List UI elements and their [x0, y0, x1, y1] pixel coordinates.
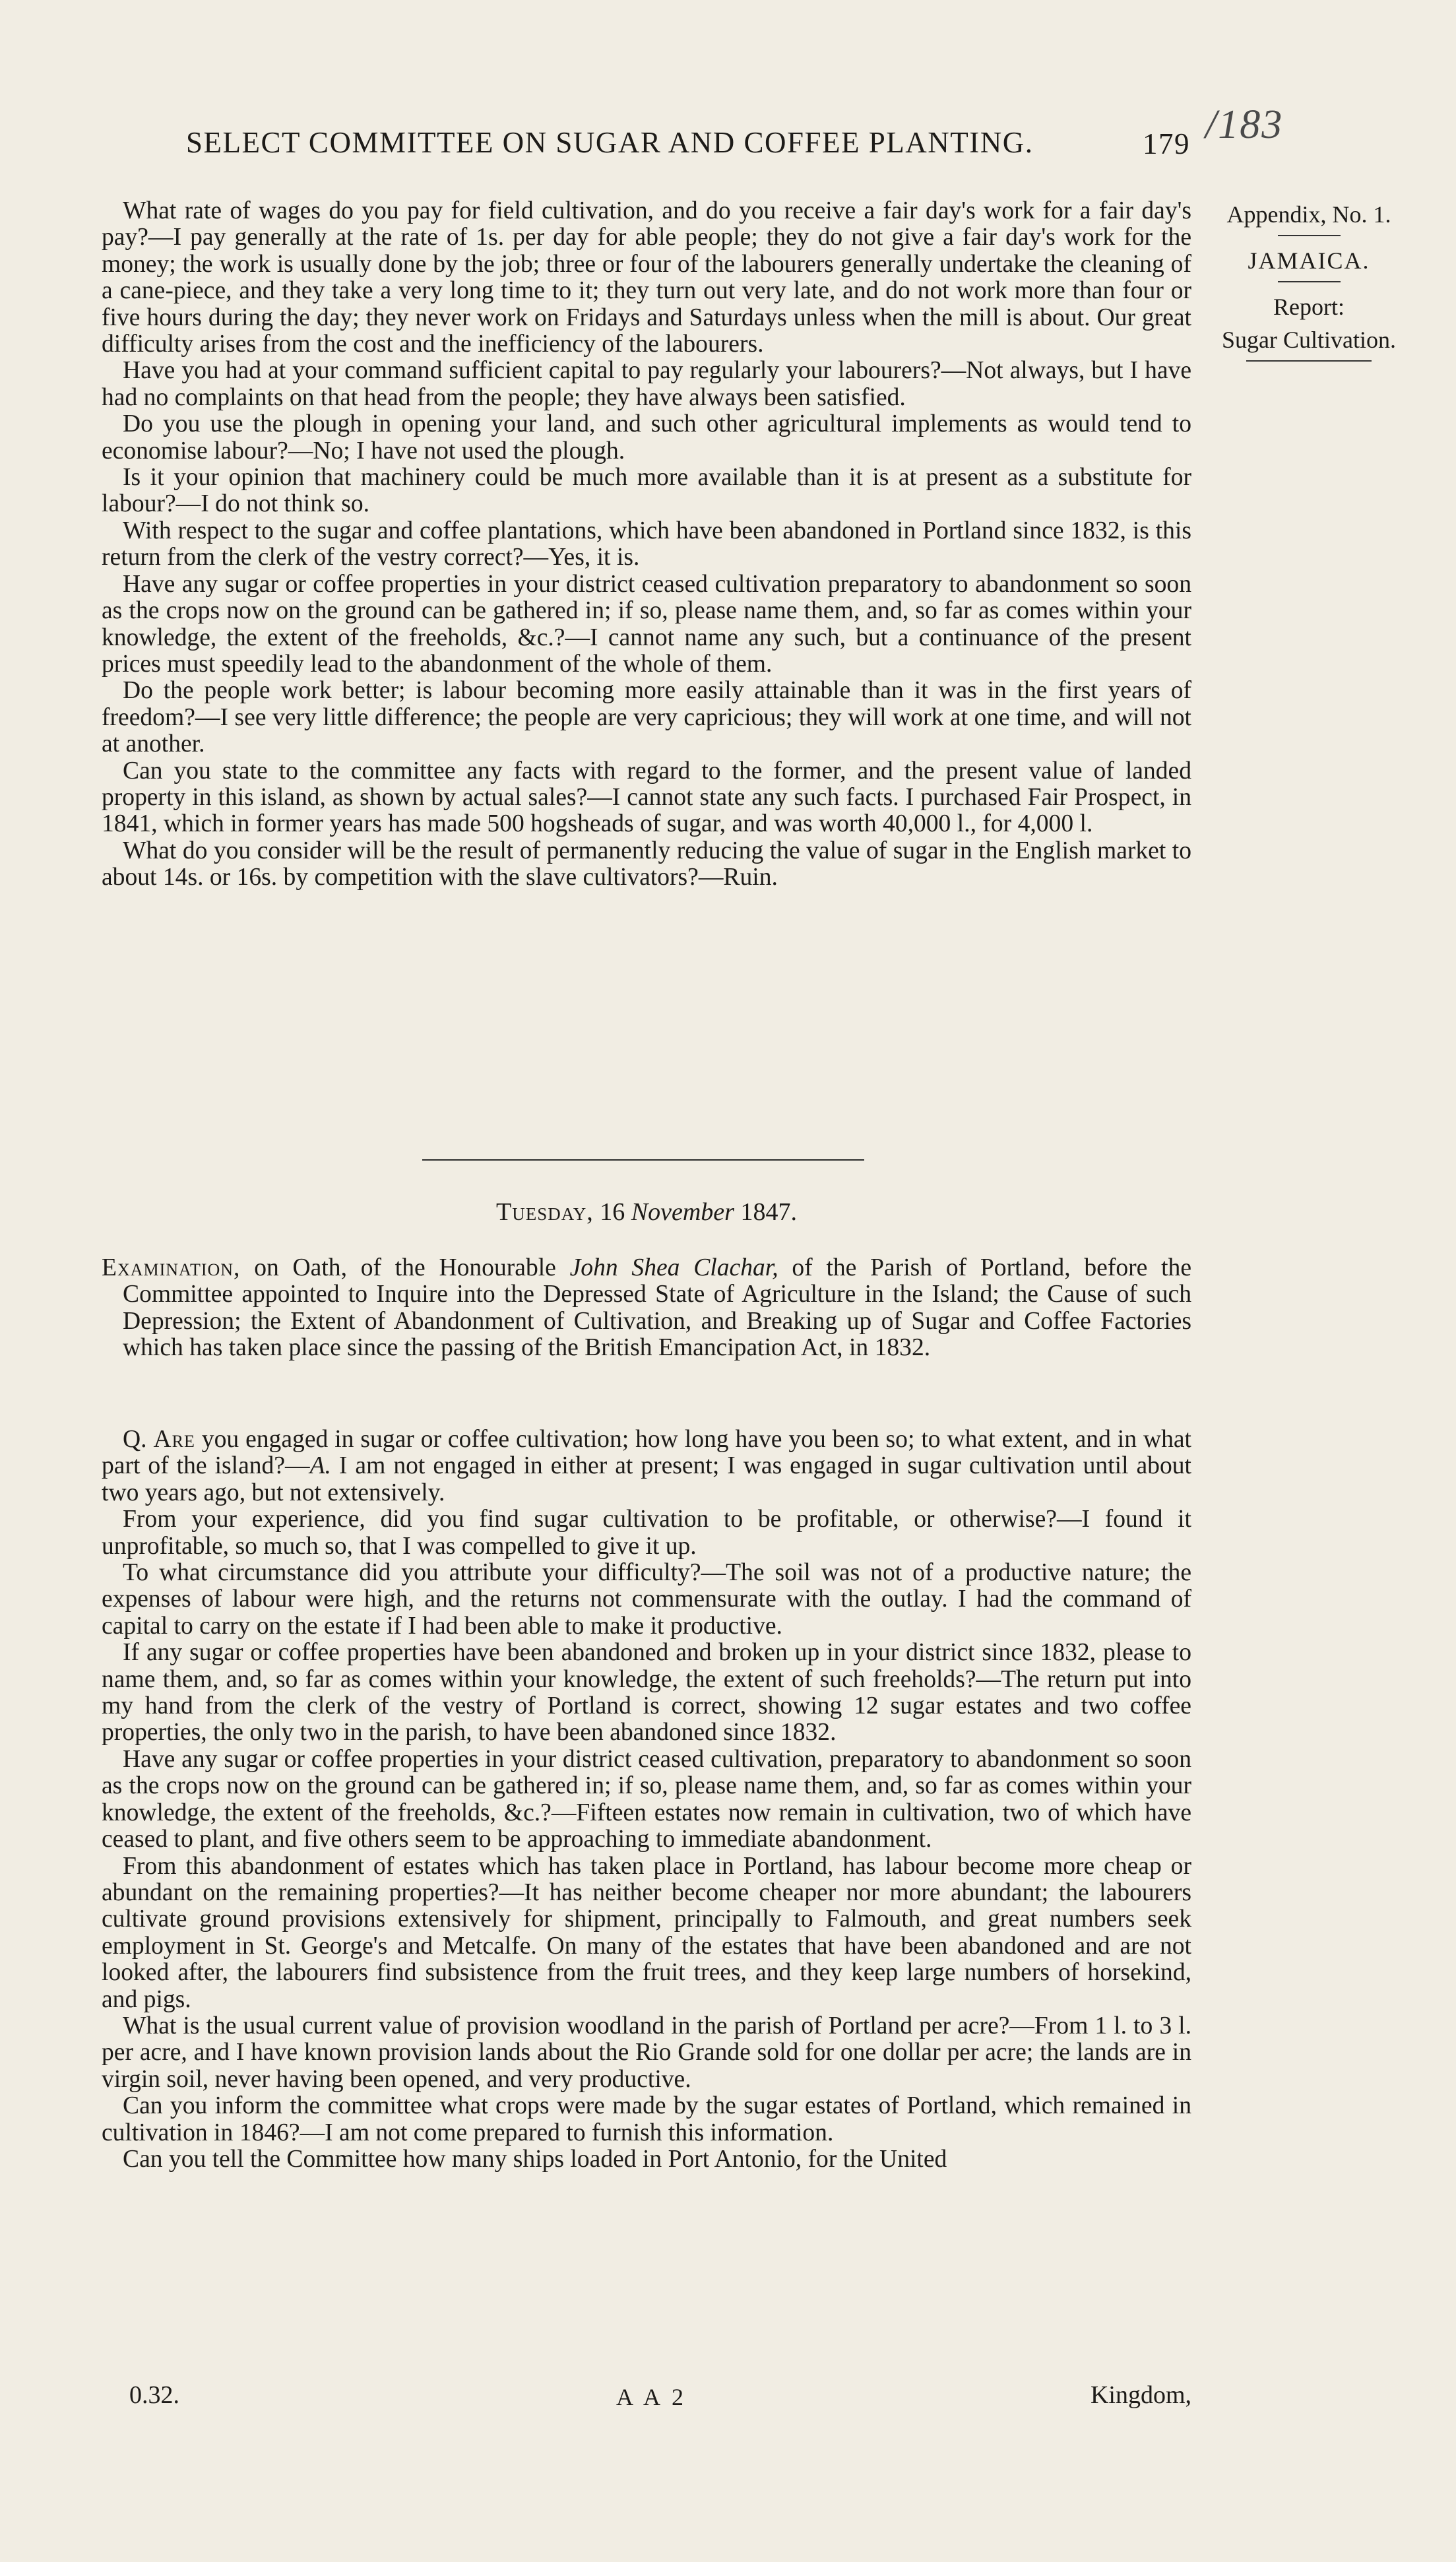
q-first-word: Are — [153, 1426, 195, 1453]
section-divider — [422, 1159, 864, 1161]
date-month: November — [631, 1198, 734, 1226]
examination-paragraph — [102, 1255, 1191, 1362]
witness-name: John Shea Clachar, — [569, 1254, 778, 1281]
margin-appendix: Appendix, No. 1. — [1226, 201, 1391, 228]
paragraph: Have any sugar or coffee properties in your district ceased cultivation preparatory to abandonment so soon as the crops now on the ground can be gathered in; if so, please name them, and, so far as comes within your knowledge, the extent of the freeholds, &c.?—I cannot name any such, but a continuance of the present prices must speedily lead to the abandonment of the whole of them. — [102, 570, 1191, 678]
paragraph: Can you inform the committee what crops were made by the sugar estates of Portland, which remained in cultivation in 1846?—I am not come prepared to furnish this information. — [102, 2092, 1191, 2146]
paragraph: Can you state to the committee any facts with regard to the former, and the present value of landed property in this island, as shown by actual sales?—I cannot state any such facts. I purchased Fair Prospect, in 1841, which in former years has made 500 hogsheads of sugar, and was worth 40,000 l., for 4,000 l. — [102, 757, 1191, 838]
page-footer — [102, 2381, 1191, 2410]
first-question — [102, 1426, 1191, 1506]
paragraph: What is the usual current value of provision woodland in the parish of Portland per acre?—From 1 l. to 3 l. per acre, and I have known provision lands about the Rio Grande sold for one dollar per acre; the lands are in virgin soil, never having been opened, and very productive. — [102, 2012, 1191, 2093]
examination-lead: Examination, — [102, 1254, 241, 1281]
margin-rule — [1278, 235, 1341, 236]
margin-report: Report: — [1273, 294, 1345, 320]
date-number: 16 — [600, 1198, 625, 1226]
date-year: 1847. — [740, 1198, 797, 1226]
margin-jamaica: JAMAICA. — [1248, 247, 1370, 274]
page-number: 179 — [1143, 127, 1190, 160]
catchword: Kingdom, — [1090, 2381, 1191, 2409]
paragraph: Is it your opinion that machinery could be much more available than it is at present as a substitute for labour?—I do not think so. — [102, 464, 1191, 518]
paragraph: From this abandonment of estates which has taken place in Portland, has labour become more cheap or abundant on the remaining properties?—It has neither become cheaper nor more abundant; the labourers cultivate ground provisions extensively for shipment, principally to Falmouth, and great numbers seek employment in St. George's and Metcalfe. On many of the estates that have been abandoned and are not looked after, the labourers find subsistence from the fruit trees, and they keep large numbers of horsekind, and pigs. — [102, 1852, 1191, 2013]
paragraph: Do the people work better; is labour becoming more easily attainable than it was in the first years of freedom?—I see very little difference; the people are very capricious; they will work at one time, and will not at another. — [102, 677, 1191, 758]
testimony-section-1 — [102, 198, 1191, 891]
margin-note — [1199, 198, 1418, 369]
running-header — [186, 102, 1301, 165]
testimony-section-2 — [102, 1426, 1191, 2173]
q-marker: Q. — [123, 1426, 147, 1453]
paragraph: What do you consider will be the result of permanently reducing the value of sugar in the English market to about 14s. or 16s. by competition with the slave cultivators?—Ruin. — [102, 837, 1191, 891]
paragraph: Have you had at your command sufficient capital to pay regularly your labourers?—Not always, but I have had no complaints on that head from the people; they have always been satisfied. — [102, 357, 1191, 411]
date-day: Tuesday, — [496, 1198, 594, 1226]
paragraph: Can you tell the Committee how many ships loaded in Port Antonio, for the United — [123, 2145, 947, 2173]
examination-post: of the Parish of Portland, before the Committee appointed to Inquire into the Depressed State of Agriculture in the Island; the Cause of such Depression; the Extent of Abandonment of Cultivation, and Breaking up of Sugar and Coffee Factories which has taken place since the passing of the British Emancipation Act, in 1832. — [123, 1254, 1191, 1362]
signature-mark: A A 2 — [616, 2384, 687, 2410]
a-marker: A. — [309, 1452, 331, 1480]
paragraph: To what circumstance did you attribute your difficulty?—The soil was not of a productive nature; the expenses of labour were high, and the returns not commensurate with the outlay. I had the command of capital to carry on the estate if I had been able to make it productive. — [102, 1559, 1191, 1640]
session-date — [102, 1198, 1191, 1227]
paragraph: With respect to the sugar and coffee plantations, which have been abandoned in Portland since 1832, is this return from the clerk of the vestry correct?—Yes, it is. — [102, 517, 1191, 571]
examination-pre: on Oath, of the Honourable — [240, 1254, 570, 1281]
paragraph: Have any sugar or coffee properties in your district ceased cultivation, preparatory to abandonment so soon as the crops now on the ground can be gathered in; if so, please name them, and, so far as comes within your knowledge, the extent of the freeholds, &c.?—Fifteen estates now remain in cultivation, two of which have ceased to plant, and five others seem to be approaching to immediate abandonment. — [102, 1745, 1191, 1853]
q-text: you engaged in sugar or coffee cultivation; how long have you been so; to what extent, and in what part of the island?— — [102, 1426, 1191, 1480]
running-title: SELECT COMMITTEE ON SUGAR AND COFFEE PLANTING. — [186, 126, 1034, 159]
paragraph: Do you use the plough in opening your land, and such other agricultural implements as would tend to economise labour?—No; I have not used the plough. — [102, 410, 1191, 464]
paragraph: What rate of wages do you pay for field cultivation, and do you receive a fair day's work for a fair day's pay?—I pay generally at the rate of 1s. per day for able people; they do not give a fair day's work for the money; the work is usually done by the job; three or four of the labourers generally undertake the cleaning of a cane-piece, and they take a very long time to it; they turn out very late, and do not work more than four or five hours during the day; they never work on Fridays and Saturdays unless when the mill is about. Our great difficulty arises from the cost and the inefficiency of the labourers. — [102, 197, 1191, 358]
margin-sugar-cultivation: Sugar Cultivation. — [1222, 327, 1396, 353]
sessional-paper-number: 0.32. — [129, 2381, 179, 2409]
examination-heading — [102, 1255, 1191, 1362]
margin-rule — [1278, 281, 1341, 282]
paragraph: If any sugar or coffee properties have been abandoned and broken up in your district since 1832, please to name them, and, so far as comes within your knowledge, the extent of such freeholds?—The return put into my hand from the clerk of the vestry of Portland is correct, showing 12 sugar estates and two coffee properties, the only two in the parish, to have been abandoned since 1832. — [102, 1639, 1191, 1746]
paragraph: From your experience, did you find sugar cultivation to be profitable, or otherwise?—I found it unprofitable, so much so, that I was compelled to give it up. — [102, 1506, 1191, 1560]
margin-rule — [1246, 360, 1372, 362]
a-text: I am not engaged in either at present; I was engaged in sugar cultivation until about two years ago, but not extensively. — [102, 1452, 1191, 1506]
handwritten-folio-number: /183 — [1205, 102, 1284, 147]
